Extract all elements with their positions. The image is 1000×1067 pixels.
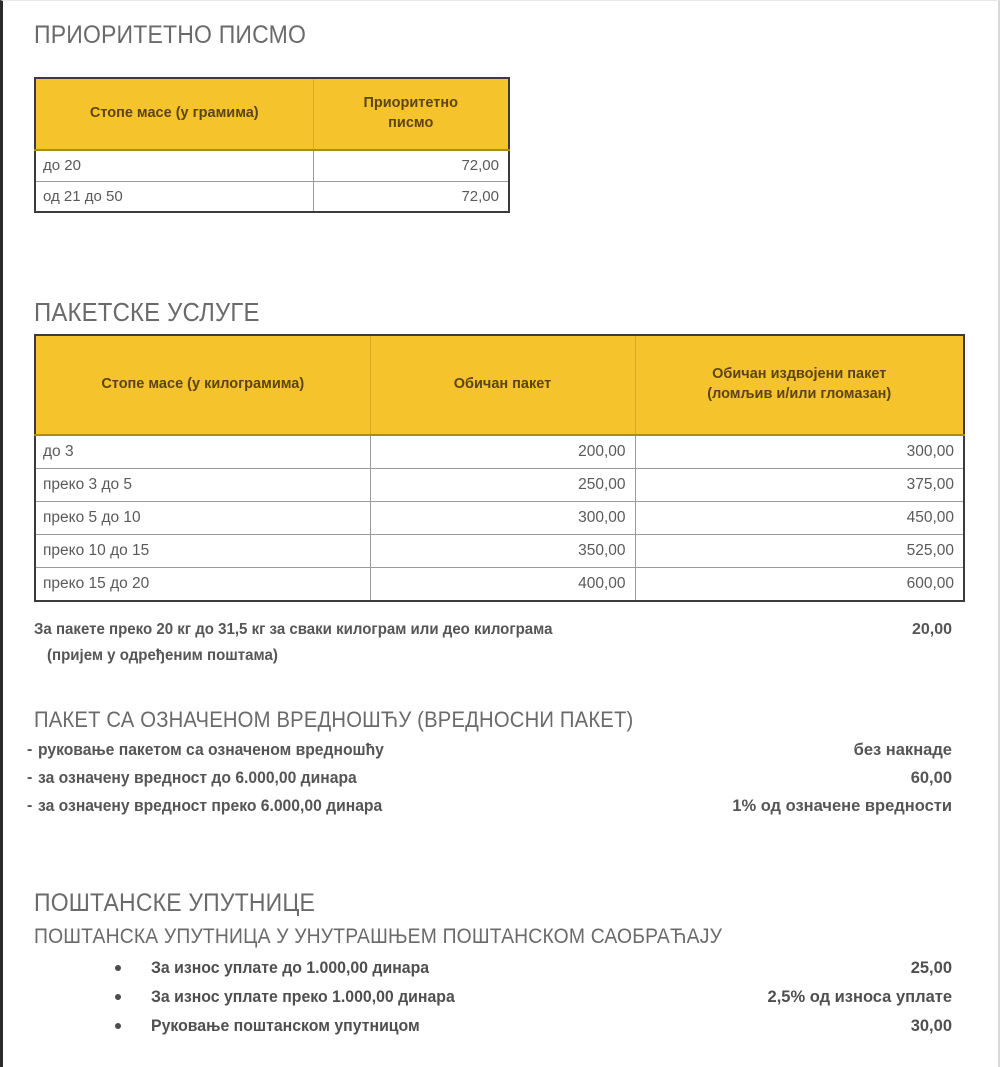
column-header-line: Стопе масе (у грамима)	[89, 105, 259, 122]
list-item	[115, 1017, 952, 1046]
cell-price-separate: 600,00	[635, 568, 964, 602]
list-item-label: За износ уплате до 1.000,00 динара	[151, 959, 430, 977]
list-item-value: 30,00	[910, 1017, 952, 1035]
cell-weight-range: преко 5 до 10	[35, 502, 370, 535]
parcel-services-table	[34, 334, 965, 602]
bullet-icon	[115, 1023, 121, 1029]
list-item	[115, 959, 952, 988]
table-row	[35, 502, 964, 535]
list-item	[27, 741, 952, 769]
cell-price-separate: 450,00	[635, 502, 964, 535]
column-header-line: Обичан пакет	[453, 376, 552, 393]
list-item-label: за означену вредност преко 6.000,00 динара	[38, 797, 383, 815]
column-header-priority-letter	[313, 78, 509, 150]
dash-bullet-icon: -	[27, 769, 33, 786]
column-header-weight-grams	[35, 78, 313, 150]
document-sheet	[3, 1, 998, 1067]
cell-weight-range: до 20	[35, 150, 313, 181]
list-item-value: без накнаде	[853, 741, 952, 759]
column-header-line: Приоритетно	[363, 95, 458, 112]
list-item-value: 2,5% од износа уплате	[767, 988, 952, 1006]
dash-bullet-icon: -	[27, 741, 33, 758]
note-line	[34, 621, 952, 647]
bullet-icon	[115, 965, 121, 971]
list-item-label: за означену вредност до 6.000,00 динара	[38, 769, 357, 787]
column-header-line: писмо	[388, 115, 434, 131]
column-header-weight-kilograms	[35, 335, 370, 435]
table-header-row	[35, 335, 964, 435]
cell-weight-range: преко 3 до 5	[35, 469, 370, 502]
valued-parcel-list	[27, 741, 952, 825]
list-item-value: 25,00	[910, 959, 952, 977]
cell-price-ordinary: 250,00	[370, 469, 635, 502]
cell-price-ordinary: 350,00	[370, 535, 635, 568]
cell-price-ordinary: 200,00	[370, 435, 635, 469]
list-item	[27, 769, 952, 797]
section-subtitle-domestic-money-order: ПОШТАНСКА УПУТНИЦА У УНУТРАШЊЕМ ПОШТАНСКОМ САОБРАЋАЈУ	[34, 925, 723, 948]
cell-price-ordinary: 400,00	[370, 568, 635, 602]
section-title-money-orders: ПОШТАНСКЕ УПУТНИЦЕ	[34, 889, 316, 917]
column-header-line: Стопе масе (у килограмима)	[101, 376, 305, 393]
cell-weight-range: преко 10 до 15	[35, 535, 370, 568]
table-row	[35, 150, 509, 181]
priority-letter-table-body	[35, 150, 509, 212]
money-order-list	[115, 959, 952, 1046]
table-row	[35, 535, 964, 568]
note-value: 20,00	[911, 621, 952, 638]
list-item-label: Руковање поштанском упутницом	[151, 1017, 420, 1035]
list-item-label: За износ уплате преко 1.000,00 динара	[151, 988, 455, 1006]
list-item-label: руковање пакетом са означеном вредношћу	[38, 741, 384, 759]
cell-price: 72,00	[313, 150, 509, 181]
cell-price-separate: 375,00	[635, 469, 964, 502]
list-item	[115, 988, 952, 1017]
bullet-icon	[115, 994, 121, 1000]
note-text-line-2: (пријем у одређеним поштама)	[47, 647, 278, 664]
table-row	[35, 181, 509, 212]
list-item-value: 1% од означене вредности	[732, 797, 952, 815]
parcel-services-table-head	[35, 335, 964, 435]
cell-price-ordinary: 300,00	[370, 502, 635, 535]
table-row	[35, 568, 964, 602]
cell-weight-range: преко 15 до 20	[35, 568, 370, 602]
priority-letter-table	[34, 77, 510, 213]
cell-weight-range: до 3	[35, 435, 370, 469]
column-header-line: Обичан издвојени пакет	[712, 366, 887, 383]
dash-bullet-icon: -	[27, 797, 33, 814]
priority-letter-table-head	[35, 78, 509, 150]
list-item	[27, 797, 952, 825]
table-header-row	[35, 78, 509, 150]
cell-weight-range: од 21 до 50	[35, 181, 313, 212]
section-title-priority-letter: ПРИОРИТЕТНО ПИСМО	[34, 21, 307, 49]
cell-price: 72,00	[313, 181, 509, 212]
column-header-line: (ломљив и/или гломазан)	[707, 386, 892, 402]
section-title-parcel-services: ПАКЕТСКЕ УСЛУГЕ	[34, 297, 260, 327]
parcel-services-table-body	[35, 435, 964, 601]
note-line	[34, 647, 952, 673]
parcel-oversize-note	[34, 621, 952, 673]
cell-price-separate: 525,00	[635, 535, 964, 568]
note-text-line-1: За пакете преко 20 кг до 31,5 кг за сваки килограм или део килограма	[34, 621, 553, 638]
cell-price-separate: 300,00	[635, 435, 964, 469]
table-row	[35, 469, 964, 502]
column-header-ordinary-parcel	[370, 335, 635, 435]
section-title-valued-parcel: ПАКЕТ СА ОЗНАЧЕНОМ ВРЕДНОШЋУ (ВРЕДНОСНИ ПАКЕТ)	[34, 707, 634, 732]
list-item-value: 60,00	[910, 769, 952, 787]
table-row	[35, 435, 964, 469]
column-header-separate-parcel	[635, 335, 964, 435]
